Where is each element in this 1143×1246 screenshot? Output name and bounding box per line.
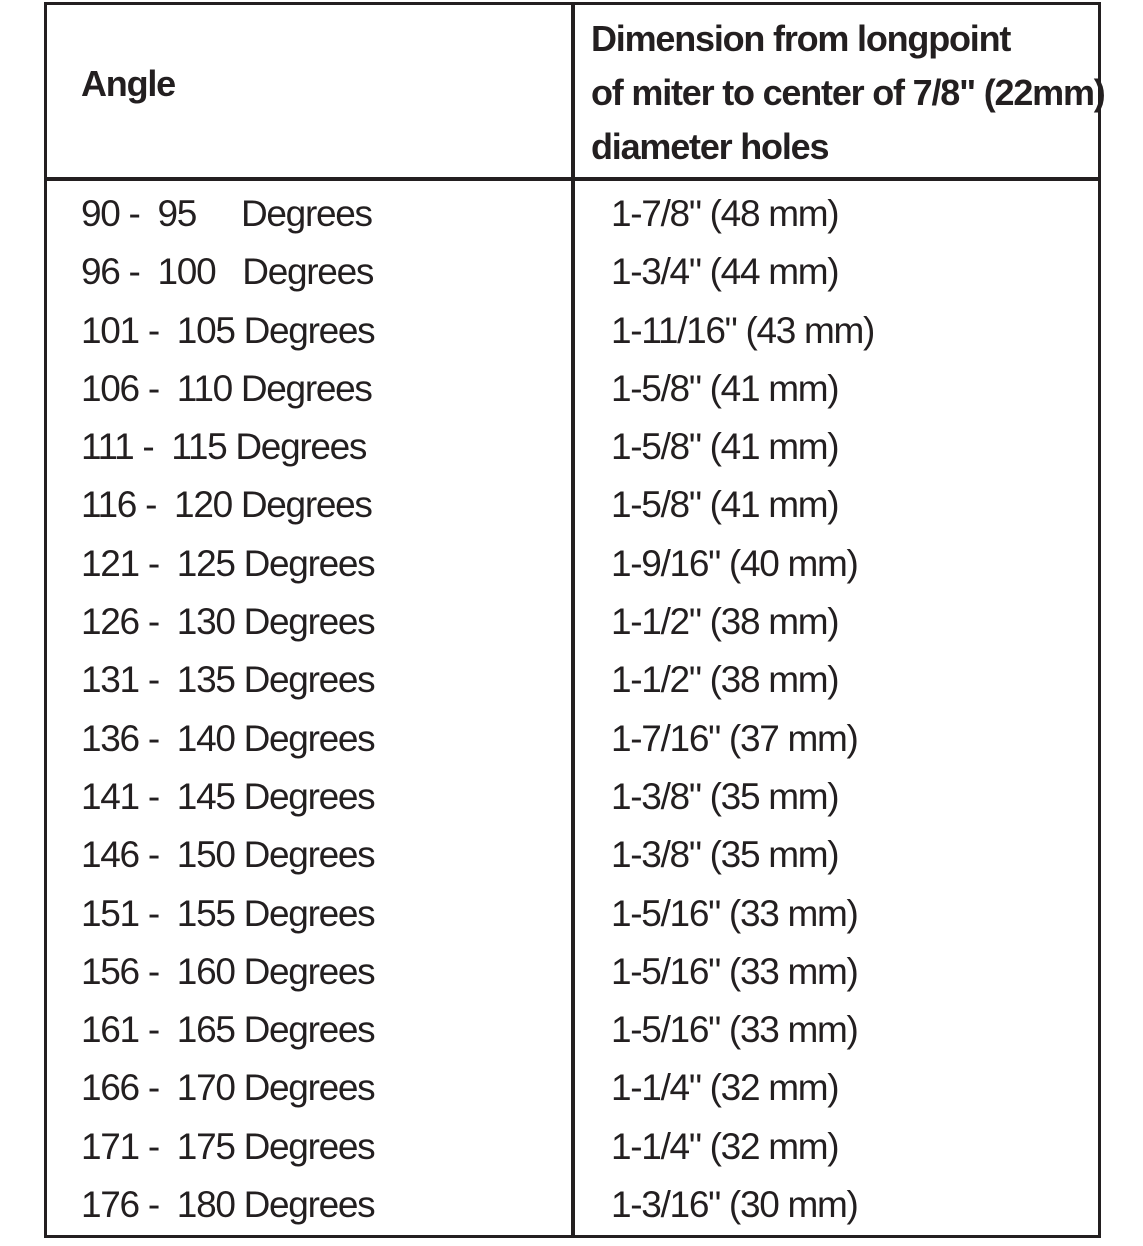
dimension-header-line: Dimension from longpoint <box>591 18 1011 59</box>
angle-cell: 111 - 115 Degrees <box>81 426 367 468</box>
dimension-cell: 1-5/8" (41 mm) <box>611 426 839 468</box>
dimension-cell: 1-5/8" (41 mm) <box>611 367 839 409</box>
table-row <box>0 1176 1143 1234</box>
dimension-column-header <box>591 12 1105 174</box>
table-row <box>0 826 1143 884</box>
table-row <box>0 768 1143 826</box>
dimension-header-line: diameter holes <box>591 126 829 167</box>
angle-cell: 121 - 125 Degrees <box>81 542 375 584</box>
table-row <box>0 710 1143 768</box>
dimension-cell: 1-7/16" (37 mm) <box>611 717 858 759</box>
dimension-cell: 1-1/2" (38 mm) <box>611 601 839 643</box>
dimension-cell: 1-3/16" (30 mm) <box>611 1184 858 1226</box>
table-row <box>0 185 1143 243</box>
table-row <box>0 243 1143 301</box>
dimension-cell: 1-1/2" (38 mm) <box>611 659 839 701</box>
angle-cell: 136 - 140 Degrees <box>81 717 375 759</box>
table-row <box>0 943 1143 1001</box>
dimension-cell: 1-5/16" (33 mm) <box>611 892 858 934</box>
dimension-cell: 1-5/16" (33 mm) <box>611 1009 858 1051</box>
table-row <box>0 1118 1143 1176</box>
dimension-header-line: of miter to center of 7/8" (22mm) <box>591 72 1105 113</box>
table-row <box>0 418 1143 476</box>
angle-cell: 101 - 105 Degrees <box>81 309 375 351</box>
table-row <box>0 1001 1143 1059</box>
angle-cell: 161 - 165 Degrees <box>81 1009 375 1051</box>
angle-column-header: Angle <box>81 63 176 104</box>
dimension-cell: 1-3/8" (35 mm) <box>611 775 839 817</box>
table-row <box>0 593 1143 651</box>
table-row <box>0 651 1143 709</box>
table-row <box>0 885 1143 943</box>
angle-cell: 176 - 180 Degrees <box>81 1184 375 1226</box>
angle-cell: 116 - 120 Degrees <box>81 484 372 526</box>
angle-cell: 171 - 175 Degrees <box>81 1125 375 1167</box>
angle-cell: 90 - 95 Degrees <box>81 193 372 234</box>
angle-cell: 141 - 145 Degrees <box>81 775 375 817</box>
angle-cell: 146 - 150 Degrees <box>81 834 375 876</box>
angle-cell: 166 - 170 Degrees <box>81 1067 375 1109</box>
angle-cell: 96 - 100 Degrees <box>81 251 374 293</box>
angle-cell: 106 - 110 Degrees <box>81 367 372 409</box>
dimension-cell: 1-9/16" (40 mm) <box>611 542 858 584</box>
table-row <box>0 476 1143 534</box>
table-row <box>0 535 1143 593</box>
dimension-cell: 1-3/4" (44 mm) <box>611 251 839 293</box>
angle-cell: 151 - 155 Degrees <box>81 892 375 934</box>
dimension-cell: 1-7/8" (48 mm) <box>611 193 839 234</box>
angle-cell: 126 - 130 Degrees <box>81 601 375 643</box>
angle-cell: 156 - 160 Degrees <box>81 950 375 992</box>
dimension-cell: 1-5/8" (41 mm) <box>611 484 839 526</box>
dimension-cell: 1-11/16" (43 mm) <box>611 309 875 351</box>
table-row <box>0 360 1143 418</box>
table-row <box>0 302 1143 360</box>
angle-cell: 131 - 135 Degrees <box>81 659 375 701</box>
table-body <box>0 185 1143 1234</box>
dimension-cell: 1-1/4" (32 mm) <box>611 1125 839 1167</box>
dimension-cell: 1-1/4" (32 mm) <box>611 1067 839 1109</box>
header-divider <box>44 177 1101 181</box>
dimension-cell: 1-5/16" (33 mm) <box>611 950 858 992</box>
dimension-cell: 1-3/8" (35 mm) <box>611 834 839 876</box>
table-row <box>0 1059 1143 1117</box>
